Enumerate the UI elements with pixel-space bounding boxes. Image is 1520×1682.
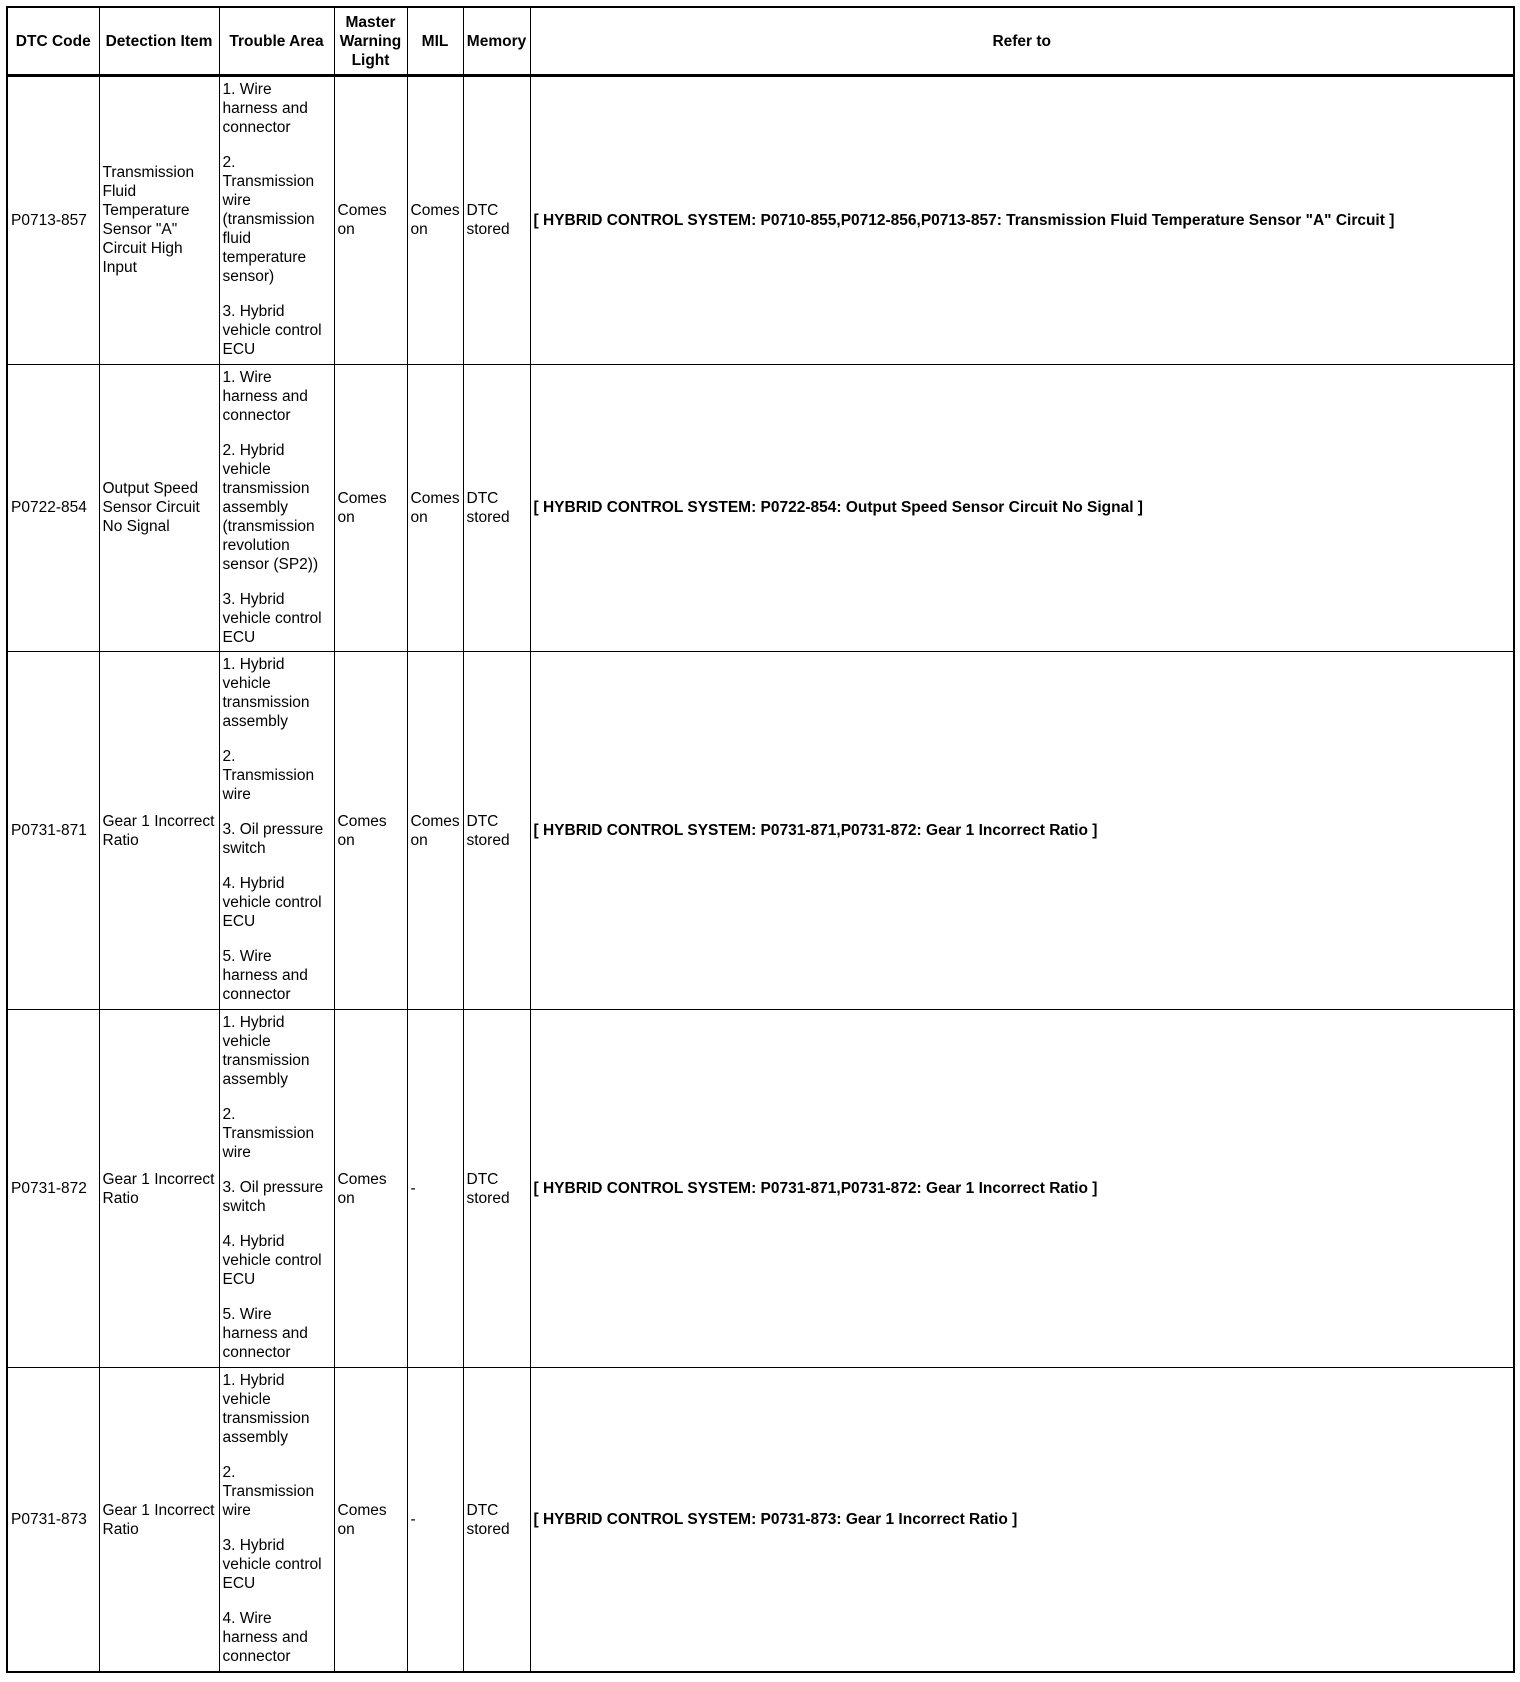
header-master-warning-light: Master Warning Light [334, 7, 407, 76]
trouble-area-item: 2. Hybrid vehicle transmission assembly (transmission revolution sensor (SP2)) [222, 441, 319, 573]
dtc-code-cell: P0722-854 [7, 364, 99, 652]
table-row [7, 1368, 1514, 1672]
header-trouble-area: Trouble Area [219, 7, 334, 76]
trouble-area-cell [219, 76, 334, 365]
trouble-area-item: 3. Hybrid vehicle control ECU [222, 303, 322, 358]
dtc-table [6, 6, 1515, 1673]
trouble-area-item: 3. Hybrid vehicle control ECU [222, 1537, 322, 1593]
trouble-area-item: 4. Hybrid vehicle control ECU [222, 1233, 322, 1289]
detection-item-cell: Output Speed Sensor Circuit No Signal [99, 364, 219, 652]
dtc-code-cell: P0731-871 [7, 652, 99, 1010]
trouble-area-item: 1. Hybrid vehicle transmission assembly [222, 1372, 310, 1447]
detection-item-cell: Gear 1 Incorrect Ratio [99, 1368, 219, 1672]
trouble-area-cell [219, 1368, 334, 1672]
table-row [7, 76, 1514, 365]
trouble-area-item: 3. Oil pressure switch [222, 1179, 324, 1216]
memory-cell: DTC stored [463, 1368, 530, 1672]
trouble-area-item: 5. Wire harness and connector [222, 1306, 308, 1362]
header-dtc-code: DTC Code [7, 7, 99, 76]
header-detection-item: Detection Item [99, 7, 219, 76]
trouble-area-cell [219, 364, 334, 652]
mil-cell: Comes on [407, 652, 463, 1010]
trouble-area-item: 1. Wire harness and connector [222, 81, 308, 136]
memory-cell: DTC stored [463, 652, 530, 1010]
memory-cell: DTC stored [463, 1010, 530, 1368]
header-mil: MIL [407, 7, 463, 76]
table-body [7, 76, 1514, 1673]
dtc-code-cell: P0713-857 [7, 76, 99, 365]
trouble-area-item: 4. Hybrid vehicle control ECU [222, 875, 322, 931]
trouble-area-item: 2. Transmission wire [222, 1464, 315, 1520]
mil-cell: - [407, 1368, 463, 1672]
dtc-code-cell: P0731-873 [7, 1368, 99, 1672]
table-row [7, 364, 1514, 652]
trouble-area-cell [219, 1010, 334, 1368]
refer-to-cell: [ HYBRID CONTROL SYSTEM: P0722-854: Output Speed Sensor Circuit No Signal ] [530, 364, 1514, 652]
master-warning-light-cell: Comes on [334, 652, 407, 1010]
refer-to-cell: [ HYBRID CONTROL SYSTEM: P0710-855,P0712-856,P0713-857: Transmission Fluid Temperature Sensor "A" Circuit ] [530, 76, 1514, 365]
header-memory: Memory [463, 7, 530, 76]
master-warning-light-cell: Comes on [334, 1368, 407, 1672]
trouble-area-item: 2. Transmission wire (transmission fluid temperature sensor) [222, 154, 315, 285]
trouble-area-item: 4. Wire harness and connector [222, 1610, 308, 1666]
dtc-code-cell: P0731-872 [7, 1010, 99, 1368]
table-row [7, 652, 1514, 1010]
master-warning-light-cell: Comes on [334, 76, 407, 365]
trouble-area-cell [219, 652, 334, 1010]
master-warning-light-cell: Comes on [334, 1010, 407, 1368]
trouble-area-item: 1. Hybrid vehicle transmission assembly [222, 656, 310, 731]
trouble-area-item: 1. Hybrid vehicle transmission assembly [222, 1014, 310, 1089]
mil-cell: - [407, 1010, 463, 1368]
refer-to-cell: [ HYBRID CONTROL SYSTEM: P0731-873: Gear 1 Incorrect Ratio ] [530, 1368, 1514, 1672]
detection-item-cell: Gear 1 Incorrect Ratio [99, 1010, 219, 1368]
detection-item-cell: Transmission Fluid Temperature Sensor "A" Circuit High Input [99, 76, 219, 365]
refer-to-cell: [ HYBRID CONTROL SYSTEM: P0731-871,P0731-872: Gear 1 Incorrect Ratio ] [530, 652, 1514, 1010]
header-refer-to: Refer to [530, 7, 1514, 76]
trouble-area-item: 3. Hybrid vehicle control ECU [222, 590, 322, 646]
trouble-area-item: 1. Wire harness and connector [222, 368, 308, 424]
trouble-area-item: 2. Transmission wire [222, 748, 315, 804]
detection-item-cell: Gear 1 Incorrect Ratio [99, 652, 219, 1010]
memory-cell: DTC stored [463, 76, 530, 365]
trouble-area-item: 5. Wire harness and connector [222, 948, 308, 1004]
trouble-area-item: 2. Transmission wire [222, 1106, 315, 1162]
trouble-area-item: 3. Oil pressure switch [222, 821, 324, 858]
refer-to-cell: [ HYBRID CONTROL SYSTEM: P0731-871,P0731-872: Gear 1 Incorrect Ratio ] [530, 1010, 1514, 1368]
mil-cell: Comes on [407, 76, 463, 365]
table-row [7, 1010, 1514, 1368]
memory-cell: DTC stored [463, 364, 530, 652]
mil-cell: Comes on [407, 364, 463, 652]
table-header-row [7, 7, 1514, 76]
master-warning-light-cell: Comes on [334, 364, 407, 652]
